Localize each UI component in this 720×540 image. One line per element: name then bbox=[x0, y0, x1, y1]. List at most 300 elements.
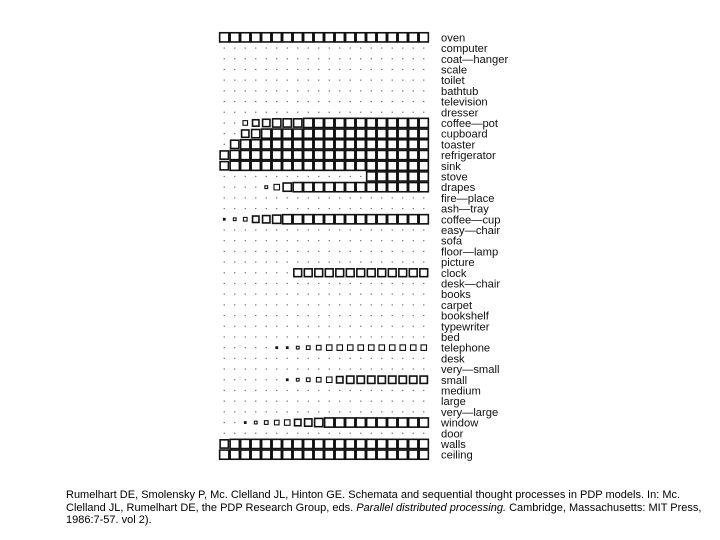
activation-cell bbox=[287, 58, 288, 59]
activation-cell bbox=[293, 439, 302, 448]
activation-cell bbox=[329, 390, 330, 391]
activation-cell bbox=[350, 58, 351, 59]
activation-cell bbox=[251, 150, 260, 159]
activation-cell bbox=[318, 294, 319, 295]
activation-cell bbox=[350, 208, 351, 209]
activation-cell bbox=[293, 161, 302, 170]
activation-cell bbox=[350, 326, 351, 327]
activation-cell bbox=[287, 390, 288, 391]
activation-cell bbox=[287, 229, 288, 230]
activation-cell bbox=[287, 208, 288, 209]
activation-cell bbox=[423, 294, 424, 295]
activation-cell bbox=[360, 176, 361, 177]
activation-cell bbox=[287, 411, 288, 412]
row-label: very—large bbox=[441, 406, 499, 419]
activation-cell bbox=[360, 326, 361, 327]
activation-cell bbox=[350, 294, 351, 295]
caption-book-title: Parallel distributed processing. bbox=[356, 501, 507, 514]
activation-cell bbox=[287, 80, 288, 81]
activation-cell bbox=[234, 229, 235, 230]
activation-cell bbox=[272, 129, 281, 138]
activation-cell bbox=[234, 208, 235, 209]
activation-cell bbox=[266, 433, 267, 434]
activation-cell bbox=[398, 140, 407, 149]
activation-cell bbox=[356, 129, 365, 138]
activation-cell bbox=[255, 401, 256, 402]
activation-cell bbox=[356, 161, 365, 170]
activation-cell bbox=[371, 411, 372, 412]
activation-cell bbox=[296, 378, 299, 381]
activation-cell bbox=[335, 150, 344, 159]
activation-cell bbox=[308, 411, 309, 412]
activation-cell bbox=[360, 283, 361, 284]
activation-cell bbox=[413, 101, 414, 102]
activation-cell bbox=[293, 140, 302, 149]
activation-cell bbox=[346, 33, 355, 42]
activation-cell bbox=[297, 304, 298, 305]
activation-cell bbox=[318, 90, 319, 91]
activation-cell bbox=[371, 283, 372, 284]
activation-cell bbox=[413, 112, 414, 113]
activation-cell bbox=[392, 358, 393, 359]
activation-cell bbox=[350, 315, 351, 316]
activation-cell bbox=[314, 118, 323, 127]
activation-cell bbox=[339, 251, 340, 252]
activation-cell bbox=[346, 418, 355, 427]
row-label: sofa bbox=[441, 235, 463, 248]
activation-cell bbox=[266, 69, 267, 70]
activation-cell bbox=[339, 358, 340, 359]
activation-cell bbox=[339, 283, 340, 284]
activation-cell bbox=[413, 90, 414, 91]
activation-cell bbox=[389, 376, 396, 383]
activation-cell bbox=[402, 283, 403, 284]
activation-cell bbox=[315, 418, 323, 426]
activation-cell bbox=[392, 251, 393, 252]
activation-cell bbox=[419, 439, 428, 448]
row-label: fire—place bbox=[441, 192, 495, 205]
activation-cell bbox=[360, 261, 361, 262]
row-label: drapes bbox=[441, 182, 476, 195]
activation-cell bbox=[234, 176, 235, 177]
activation-cell bbox=[398, 418, 407, 427]
activation-cell bbox=[308, 176, 309, 177]
activation-cell bbox=[234, 368, 235, 369]
activation-cell bbox=[360, 47, 361, 48]
activation-cell bbox=[367, 33, 376, 42]
activation-cell bbox=[356, 439, 365, 448]
activation-cell bbox=[356, 215, 365, 224]
activation-cell bbox=[255, 283, 256, 284]
row-label: picture bbox=[441, 257, 475, 270]
activation-cell bbox=[409, 172, 418, 181]
activation-cell bbox=[245, 336, 246, 337]
activation-cell bbox=[308, 58, 309, 59]
activation-cell bbox=[276, 58, 277, 59]
activation-cell bbox=[335, 183, 344, 192]
activation-cell bbox=[413, 304, 414, 305]
row-label: desk—chair bbox=[441, 278, 501, 291]
activation-cell bbox=[360, 433, 361, 434]
activation-cell bbox=[276, 80, 277, 81]
activation-cell bbox=[402, 433, 403, 434]
activation-cell bbox=[350, 80, 351, 81]
activation-cell bbox=[335, 161, 344, 170]
activation-cell bbox=[318, 69, 319, 70]
activation-cell bbox=[381, 315, 382, 316]
activation-cell bbox=[329, 176, 330, 177]
activation-cell bbox=[266, 197, 267, 198]
activation-cell bbox=[245, 433, 246, 434]
activation-cell bbox=[266, 261, 267, 262]
activation-cell bbox=[350, 112, 351, 113]
activation-cell bbox=[419, 418, 428, 427]
activation-cell bbox=[234, 390, 235, 391]
activation-cell bbox=[381, 47, 382, 48]
activation-cell bbox=[308, 358, 309, 359]
activation-cell bbox=[388, 439, 397, 448]
activation-cell bbox=[419, 150, 428, 159]
activation-cell bbox=[304, 439, 313, 448]
activation-cell bbox=[423, 315, 424, 316]
activation-cell bbox=[419, 215, 428, 224]
row-label: floor—lamp bbox=[441, 246, 499, 259]
activation-cell bbox=[287, 368, 288, 369]
activation-cell bbox=[402, 90, 403, 91]
activation-cell bbox=[224, 336, 225, 337]
row-label: sink bbox=[441, 160, 461, 173]
activation-cell bbox=[276, 401, 277, 402]
activation-cell bbox=[272, 150, 281, 159]
activation-cell bbox=[360, 240, 361, 241]
activation-cell bbox=[255, 197, 256, 198]
activation-cell bbox=[398, 215, 407, 224]
activation-cell bbox=[318, 176, 319, 177]
activation-cell bbox=[420, 376, 427, 383]
row-label: coffee—cup bbox=[441, 214, 501, 227]
activation-cell bbox=[245, 58, 246, 59]
activation-cell bbox=[287, 69, 288, 70]
activation-cell bbox=[286, 346, 289, 349]
activation-cell bbox=[367, 183, 376, 192]
activation-cell bbox=[392, 315, 393, 316]
activation-cell bbox=[381, 251, 382, 252]
row-label: television bbox=[441, 96, 488, 109]
activation-cell bbox=[297, 368, 298, 369]
activation-cell bbox=[314, 140, 323, 149]
activation-cell bbox=[266, 80, 267, 81]
activation-cell bbox=[287, 90, 288, 91]
activation-cell bbox=[293, 183, 302, 192]
activation-cell bbox=[234, 101, 235, 102]
activation-cell bbox=[266, 47, 267, 48]
activation-cell bbox=[234, 47, 235, 48]
activation-cell bbox=[329, 401, 330, 402]
activation-cell bbox=[350, 251, 351, 252]
activation-cell bbox=[287, 304, 288, 305]
activation-cell bbox=[255, 336, 256, 337]
activation-cell bbox=[308, 368, 309, 369]
activation-cell bbox=[329, 336, 330, 337]
activation-cell bbox=[276, 283, 277, 284]
activation-cell bbox=[266, 90, 267, 91]
activation-cell bbox=[413, 80, 414, 81]
activation-cell bbox=[293, 150, 302, 159]
activation-cell bbox=[245, 390, 246, 391]
activation-cell bbox=[308, 229, 309, 230]
activation-cell bbox=[325, 418, 334, 427]
activation-cell bbox=[241, 150, 250, 159]
activation-cell bbox=[329, 112, 330, 113]
activation-cell bbox=[367, 439, 376, 448]
activation-cell bbox=[266, 368, 267, 369]
activation-cell bbox=[296, 346, 299, 349]
activation-cell bbox=[360, 101, 361, 102]
activation-cell bbox=[329, 433, 330, 434]
activation-cell bbox=[398, 183, 407, 192]
activation-cell bbox=[253, 120, 259, 126]
activation-cell bbox=[297, 112, 298, 113]
activation-cell bbox=[381, 358, 382, 359]
activation-cell bbox=[402, 69, 403, 70]
activation-cell bbox=[392, 80, 393, 81]
activation-cell bbox=[360, 315, 361, 316]
row-label: bathtub bbox=[441, 85, 479, 98]
activation-cell bbox=[287, 261, 288, 262]
activation-cell bbox=[350, 240, 351, 241]
activation-cell bbox=[409, 418, 418, 427]
activation-cell bbox=[276, 240, 277, 241]
activation-cell bbox=[297, 336, 298, 337]
activation-cell bbox=[423, 368, 424, 369]
activation-cell bbox=[423, 251, 424, 252]
activation-cell bbox=[234, 358, 235, 359]
activation-cell bbox=[251, 161, 260, 170]
activation-cell bbox=[339, 304, 340, 305]
activation-cell bbox=[318, 251, 319, 252]
activation-cell bbox=[329, 261, 330, 262]
activation-cell bbox=[392, 390, 393, 391]
row-label: toaster bbox=[441, 139, 476, 152]
activation-cell bbox=[398, 172, 407, 181]
activation-cell bbox=[255, 251, 256, 252]
row-label: telephone bbox=[441, 342, 491, 355]
activation-cell bbox=[360, 251, 361, 252]
activation-cell bbox=[245, 69, 246, 70]
activation-cell bbox=[242, 130, 249, 137]
activation-cell bbox=[230, 33, 239, 42]
activation-cell bbox=[371, 101, 372, 102]
activation-cell bbox=[297, 90, 298, 91]
activation-cell bbox=[360, 197, 361, 198]
activation-cell bbox=[350, 336, 351, 337]
activation-cell bbox=[335, 450, 344, 459]
activation-cell bbox=[413, 58, 414, 59]
activation-cell bbox=[346, 215, 355, 224]
activation-cell bbox=[234, 112, 235, 113]
activation-cell bbox=[357, 269, 365, 277]
activation-cell bbox=[346, 183, 355, 192]
activation-cell bbox=[346, 269, 354, 277]
activation-cell bbox=[371, 336, 372, 337]
activation-cell bbox=[308, 326, 309, 327]
activation-cell bbox=[276, 90, 277, 91]
activation-cell bbox=[360, 80, 361, 81]
activation-cell bbox=[318, 390, 319, 391]
activation-cell bbox=[381, 261, 382, 262]
activation-cell bbox=[377, 129, 386, 138]
activation-cell bbox=[234, 379, 235, 380]
activation-cell bbox=[304, 183, 313, 192]
activation-cell bbox=[335, 129, 344, 138]
activation-cell bbox=[339, 208, 340, 209]
activation-cell bbox=[224, 272, 225, 273]
activation-cell bbox=[266, 112, 267, 113]
activation-cell bbox=[255, 101, 256, 102]
activation-cell bbox=[304, 33, 313, 42]
activation-cell bbox=[388, 418, 397, 427]
activation-cell bbox=[266, 390, 267, 391]
activation-cell bbox=[367, 450, 376, 459]
activation-cell bbox=[245, 315, 246, 316]
activation-cell bbox=[234, 336, 235, 337]
activation-cell bbox=[283, 161, 292, 170]
activation-cell bbox=[388, 215, 397, 224]
activation-cell bbox=[381, 336, 382, 337]
activation-cell bbox=[308, 101, 309, 102]
activation-cell bbox=[409, 450, 418, 459]
activation-cell bbox=[255, 379, 256, 380]
activation-cell bbox=[402, 390, 403, 391]
activation-cell bbox=[224, 47, 225, 48]
activation-cell bbox=[224, 197, 225, 198]
activation-cell bbox=[329, 47, 330, 48]
activation-cell bbox=[339, 411, 340, 412]
activation-cell bbox=[266, 240, 267, 241]
activation-cell bbox=[413, 433, 414, 434]
activation-cell bbox=[367, 215, 376, 224]
activation-cell bbox=[293, 129, 302, 138]
activation-cell bbox=[314, 161, 323, 170]
activation-cell bbox=[266, 283, 267, 284]
activation-cell bbox=[388, 183, 397, 192]
activation-cell bbox=[423, 283, 424, 284]
activation-cell bbox=[286, 378, 289, 381]
activation-cell bbox=[262, 161, 271, 170]
activation-cell bbox=[224, 122, 225, 123]
activation-cell bbox=[297, 433, 298, 434]
row-label: bed bbox=[441, 331, 460, 344]
activation-cell bbox=[329, 358, 330, 359]
activation-cell bbox=[274, 420, 279, 425]
row-label: clock bbox=[441, 267, 467, 280]
activation-cell bbox=[381, 240, 382, 241]
activation-cell bbox=[360, 69, 361, 70]
activation-cell bbox=[318, 368, 319, 369]
activation-cell bbox=[326, 377, 332, 383]
activation-cell bbox=[402, 315, 403, 316]
activation-cell bbox=[371, 315, 372, 316]
activation-cell bbox=[413, 336, 414, 337]
activation-cell bbox=[326, 345, 332, 351]
activation-cell bbox=[381, 197, 382, 198]
activation-cell bbox=[371, 58, 372, 59]
activation-cell bbox=[245, 101, 246, 102]
activation-cell bbox=[423, 326, 424, 327]
activation-cell bbox=[329, 326, 330, 327]
activation-cell bbox=[413, 47, 414, 48]
activation-cell bbox=[350, 433, 351, 434]
activation-cell bbox=[318, 80, 319, 81]
activation-cell bbox=[251, 450, 260, 459]
activation-cell bbox=[253, 216, 259, 222]
activation-cell bbox=[224, 433, 225, 434]
activation-cell bbox=[392, 240, 393, 241]
activation-cell bbox=[410, 345, 416, 351]
activation-cell bbox=[255, 304, 256, 305]
activation-cell bbox=[255, 208, 256, 209]
activation-cell bbox=[402, 101, 403, 102]
activation-cell bbox=[308, 304, 309, 305]
activation-cell bbox=[255, 176, 256, 177]
activation-cell bbox=[287, 336, 288, 337]
activation-cell bbox=[350, 47, 351, 48]
activation-cell bbox=[234, 187, 235, 188]
activation-cell bbox=[304, 269, 312, 277]
activation-cell bbox=[283, 150, 292, 159]
activation-cell bbox=[297, 80, 298, 81]
activation-cell bbox=[356, 33, 365, 42]
activation-cell bbox=[308, 69, 309, 70]
activation-cell bbox=[336, 269, 344, 277]
activation-cell bbox=[413, 208, 414, 209]
activation-cell bbox=[398, 118, 407, 127]
activation-cell bbox=[335, 33, 344, 42]
activation-cell bbox=[337, 345, 343, 351]
activation-cell bbox=[360, 294, 361, 295]
activation-cell bbox=[287, 112, 288, 113]
activation-cell bbox=[255, 315, 256, 316]
row-label: toilet bbox=[441, 75, 465, 88]
activation-cell bbox=[423, 240, 424, 241]
activation-cell bbox=[367, 172, 376, 181]
activation-cell bbox=[283, 129, 292, 138]
activation-cell bbox=[297, 229, 298, 230]
activation-cell bbox=[423, 80, 424, 81]
activation-cell bbox=[409, 269, 417, 277]
activation-cell bbox=[276, 112, 277, 113]
activation-cell bbox=[419, 450, 428, 459]
activation-cell bbox=[325, 183, 334, 192]
activation-cell bbox=[388, 118, 397, 127]
activation-cell bbox=[329, 80, 330, 81]
activation-cell bbox=[325, 140, 334, 149]
activation-cell bbox=[255, 58, 256, 59]
activation-cell bbox=[339, 58, 340, 59]
activation-cell bbox=[381, 90, 382, 91]
activation-cell bbox=[356, 140, 365, 149]
activation-cell bbox=[388, 150, 397, 159]
activation-cell bbox=[367, 129, 376, 138]
activation-cell bbox=[346, 118, 355, 127]
activation-cell bbox=[230, 161, 239, 170]
activation-cell bbox=[409, 118, 418, 127]
activation-cell bbox=[325, 161, 334, 170]
activation-cell bbox=[314, 129, 323, 138]
activation-cell bbox=[377, 183, 386, 192]
activation-cell bbox=[392, 261, 393, 262]
activation-cell bbox=[381, 112, 382, 113]
